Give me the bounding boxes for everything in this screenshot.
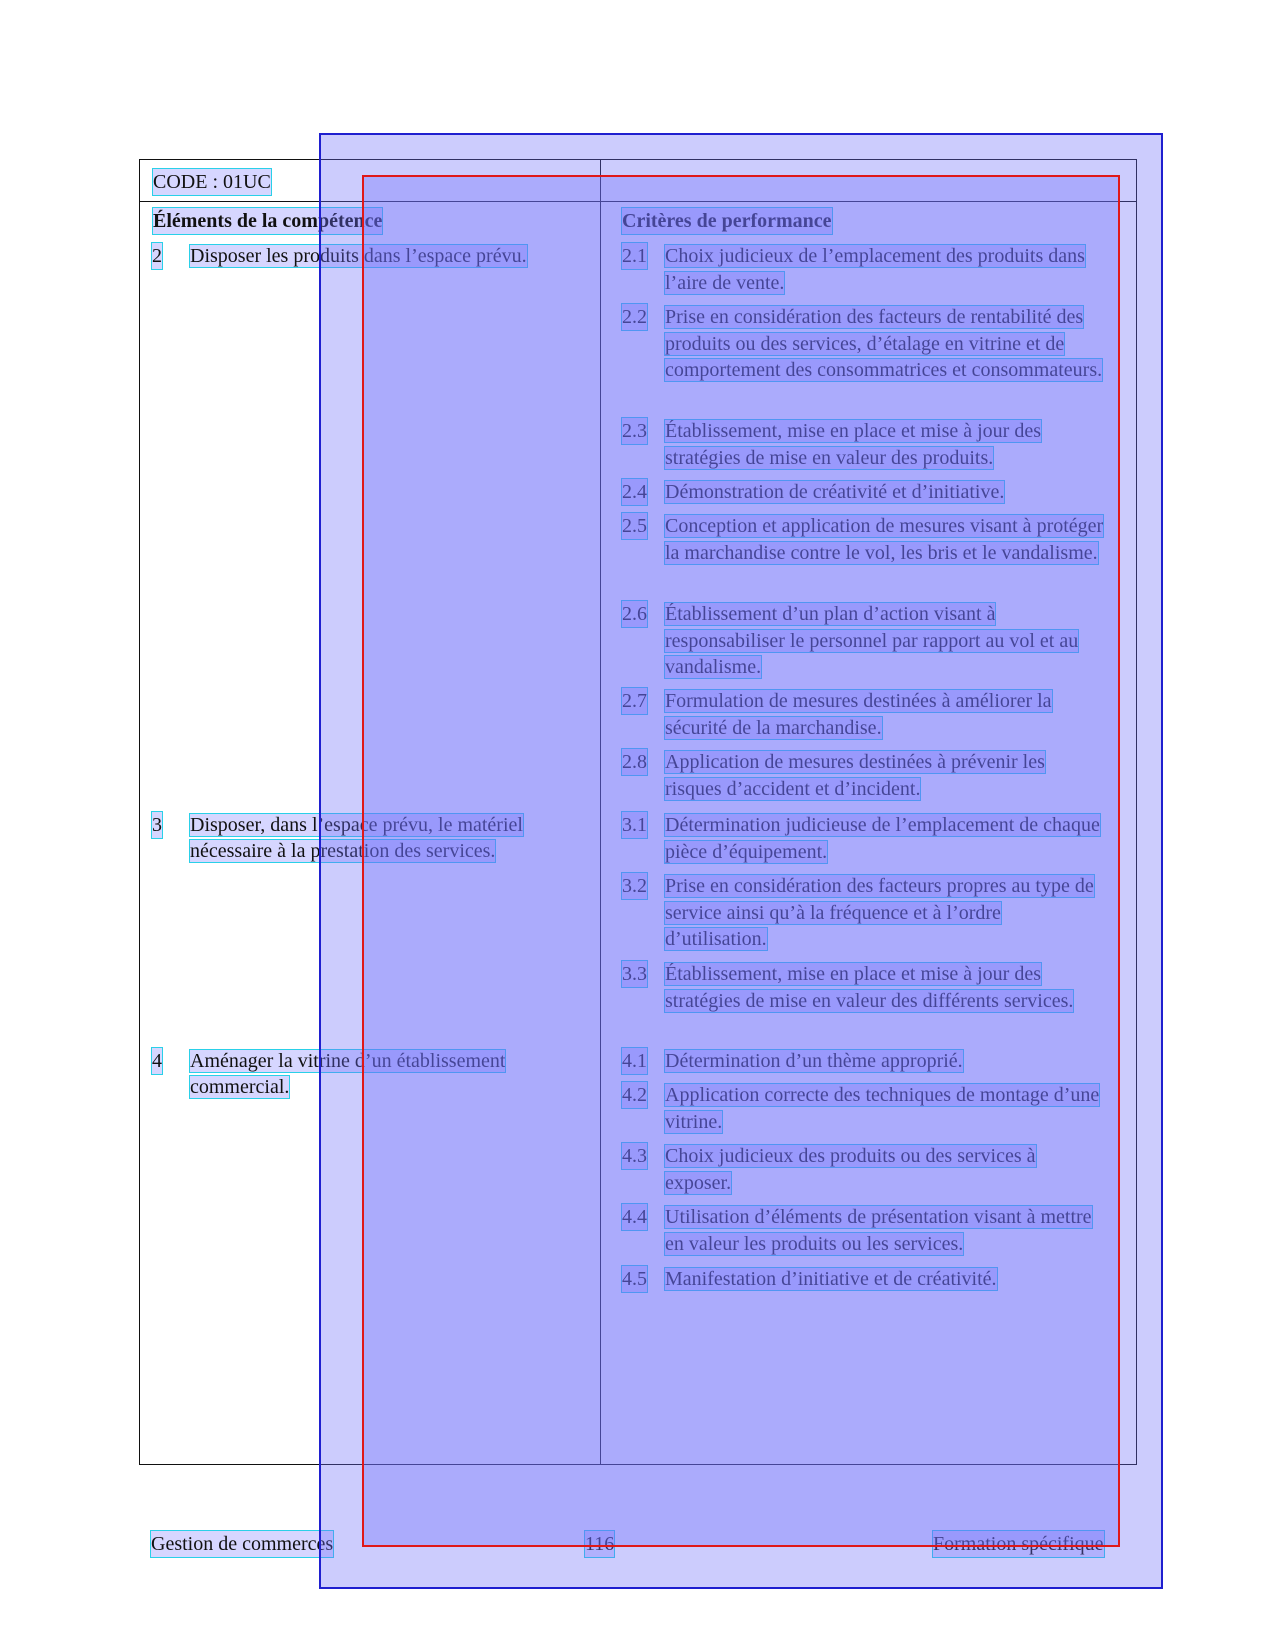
criterion-text: Application correcte des techniques de montage d’une vitrine. <box>665 1084 1100 1133</box>
criterion-text: Manifestation d’initiative et de créativité. <box>665 1268 997 1290</box>
criterion-text: Établissement, mise en place et mise à jour des stratégies de mise en valeur des produits. <box>665 420 1041 469</box>
criterion-number: 2.8 <box>622 751 647 773</box>
elements-header: Éléments de la compétence <box>153 210 383 232</box>
criterion-number: 2.1 <box>622 245 647 267</box>
criterion-number: 2.4 <box>622 481 647 503</box>
criterion-number: 4.4 <box>622 1206 647 1228</box>
criterion-number: 4.3 <box>622 1145 647 1167</box>
element-number: 4 <box>152 1050 162 1072</box>
criterion-number: 2.7 <box>622 690 647 712</box>
criterion-number: 2.2 <box>622 306 647 328</box>
element-text: Disposer, dans l’espace prévu, le matériel nécessaire à la prestation des services. <box>190 814 523 862</box>
footer-left: Gestion de commerces <box>151 1533 334 1555</box>
criterion-text: Détermination d’un thème approprié. <box>665 1050 963 1072</box>
criterion-number: 4.5 <box>622 1268 647 1290</box>
element-text: Aménager la vitrine d’un établissement commercial. <box>190 1050 506 1098</box>
criterion-number: 2.3 <box>622 420 647 442</box>
criterion-text: Détermination judicieuse de l’emplacement de chaque pièce d’équipement. <box>665 814 1100 863</box>
criterion-number: 4.2 <box>622 1084 647 1106</box>
criterion-text: Choix judicieux de l’emplacement des produits dans l’aire de vente. <box>665 245 1085 294</box>
overlay-region-inner <box>362 175 1120 1547</box>
criterion-text: Établissement d’un plan d’action visant à responsabiliser le personnel par rapport au vol et au vandalisme. <box>665 603 1079 678</box>
criterion-text: Choix judicieux des produits ou des services à exposer. <box>665 1145 1036 1194</box>
criterion-number: 3.3 <box>622 963 647 985</box>
criterion-text: Démonstration de créativité et d’initiative. <box>665 481 1005 503</box>
criterion-text: Établissement, mise en place et mise à jour des stratégies de mise en valeur des différents services. <box>665 963 1074 1012</box>
criterion-number: 2.6 <box>622 603 647 625</box>
criterion-text: Conception et application de mesures visant à protéger la marchandise contre le vol, les bris et le vandalisme. <box>665 515 1104 564</box>
criterion-number: 2.5 <box>622 515 647 537</box>
criterion-text: Application de mesures destinées à prévenir les risques d’accident et d’incident. <box>665 751 1045 800</box>
criterion-number: 4.1 <box>622 1050 647 1072</box>
criterion-text: Utilisation d’éléments de présentation visant à mettre en valeur les produits ou les services. <box>665 1206 1092 1255</box>
element-number: 2 <box>152 245 162 267</box>
code-label: CODE : 01UC <box>153 171 271 193</box>
criterion-text: Prise en considération des facteurs de rentabilité des produits ou des services, d’étalage en vitrine et de comportement des consommatrices et consommateurs. <box>665 306 1103 381</box>
criterion-number: 3.1 <box>622 814 647 836</box>
element-number: 3 <box>152 814 162 836</box>
element-text: Disposer les produits dans l’espace prévu. <box>190 245 527 267</box>
page-number: 116 <box>585 1533 615 1555</box>
criteres-header: Critères de performance <box>622 210 832 232</box>
footer-right: Formation spécifique <box>933 1533 1104 1555</box>
criterion-number: 3.2 <box>622 875 647 897</box>
criterion-text: Formulation de mesures destinées à améliorer la sécurité de la marchandise. <box>665 690 1052 739</box>
criterion-text: Prise en considération des facteurs propres au type de service ainsi qu’à la fréquence et à l’ordre d’utilisation. <box>665 875 1094 950</box>
